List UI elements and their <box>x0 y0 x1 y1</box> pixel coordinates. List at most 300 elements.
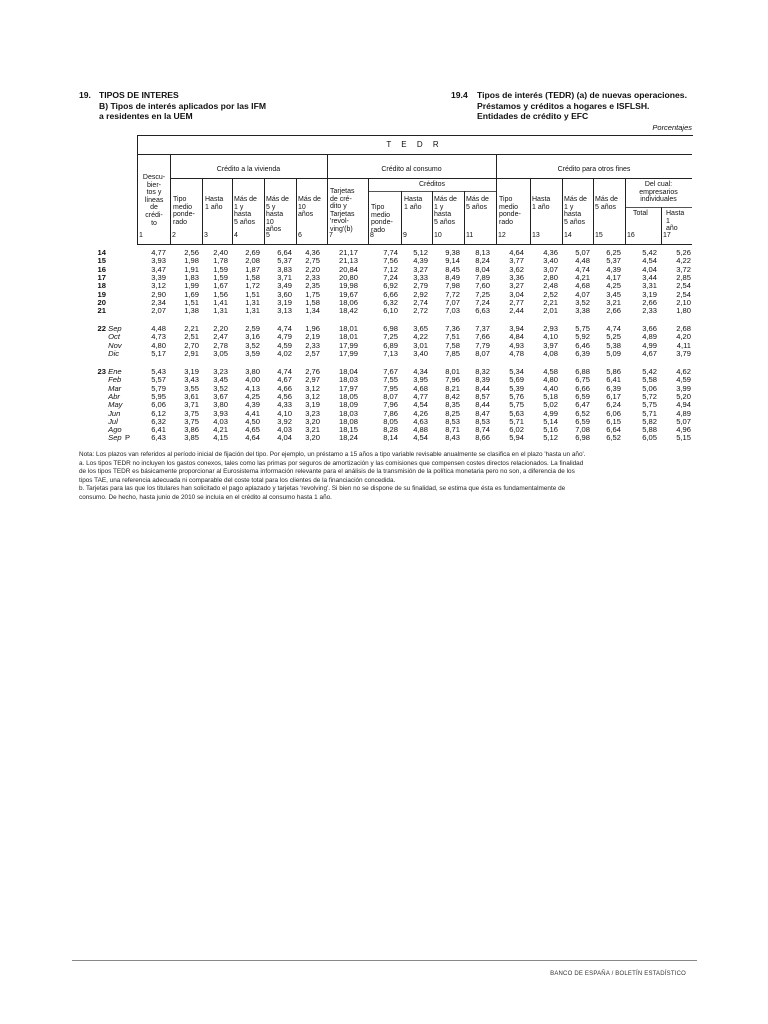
table-cell: 6,32 <box>383 297 398 307</box>
table-cell: 3,49 <box>277 281 292 291</box>
table-cell: 1,72 <box>245 281 260 291</box>
table-cell: 2,72 <box>413 306 428 316</box>
table-cell: 2,47 <box>213 332 228 342</box>
table-cell: 1,67 <box>213 281 228 291</box>
table-cell: 3,19 <box>184 367 199 376</box>
table-cell: 3,72 <box>676 264 691 274</box>
col-divider <box>432 191 433 244</box>
table-cell: 7,72 <box>445 289 460 299</box>
table-cell: 18,04 <box>338 367 358 376</box>
table-cell: 8,74 <box>475 425 490 435</box>
table-cell: 8,44 <box>475 400 490 410</box>
tipo-medio-header: Tipo medio ponde- rado <box>371 204 393 234</box>
row-label <box>80 274 135 282</box>
table-cell: 3,80 <box>213 400 228 410</box>
table-cell: 4,03 <box>277 425 292 435</box>
table-cell: 4,08 <box>543 348 558 358</box>
table-cell: 1,78 <box>213 256 228 266</box>
table-cell: 4,15 <box>213 433 228 443</box>
table-cell: 3,05 <box>213 348 228 358</box>
table-cell: 7,07 <box>445 297 460 307</box>
table-cell: 4,99 <box>543 408 558 418</box>
table-cell: 4,94 <box>676 400 691 410</box>
table-cell: 6,39 <box>606 383 621 393</box>
table-cell: 4,79 <box>277 332 292 342</box>
table-cell: 2,19 <box>305 332 320 342</box>
table-cell: 20,80 <box>338 272 358 282</box>
table-cell: 6,39 <box>575 348 590 358</box>
otros-group-header: Crédito para otros fines <box>557 166 631 173</box>
table-cell: 1,96 <box>305 324 320 333</box>
row-label <box>80 282 135 290</box>
table-cell: 3,62 <box>509 264 524 274</box>
table-cell: 8,35 <box>445 400 460 410</box>
mas5-header: Más de 5 años <box>595 196 618 211</box>
table-cell: 4,80 <box>543 375 558 385</box>
column-number: 13 <box>532 232 540 239</box>
row-year: 20 <box>97 297 106 307</box>
total-header: Total <box>633 210 648 217</box>
table-cell: 3,21 <box>305 425 320 435</box>
table-cell: 2,69 <box>245 248 260 257</box>
table-cell: 3,40 <box>413 348 428 358</box>
table-cell: 6,06 <box>606 408 621 418</box>
table-cell: 3,52 <box>575 297 590 307</box>
table-cell: 6,24 <box>606 400 621 410</box>
table-cell: 1,51 <box>184 297 199 307</box>
table-cell: 6,66 <box>575 383 590 393</box>
footer-text: BANCO DE ESPAÑA / BOLETÍN ESTADÍSTICO <box>550 971 686 977</box>
table-cell: 4,78 <box>509 348 524 358</box>
table-cell: 1,41 <box>213 297 228 307</box>
table-cell: 4,39 <box>245 400 260 410</box>
table-cell: 4,33 <box>277 400 292 410</box>
table-cell: 1,51 <box>245 289 260 299</box>
column-number: 10 <box>434 232 442 239</box>
table-cell: 5,16 <box>543 425 558 435</box>
table-cell: 4,58 <box>543 367 558 376</box>
table-cell: 2,54 <box>676 281 691 291</box>
table-cell: 6,41 <box>606 375 621 385</box>
table-cell: 8,71 <box>445 425 460 435</box>
table-cell: 2,68 <box>676 324 691 333</box>
table-cell: 3,43 <box>184 375 199 385</box>
table-cell: 5,38 <box>606 340 621 350</box>
table-cell: 4,13 <box>245 383 260 393</box>
table-cell: 3,61 <box>184 391 199 401</box>
note-line: tipos TAE, una referencia adecuada ni comparable del coste total para los clientes de la financiación concedida. <box>79 476 396 484</box>
table-cell: 2,20 <box>213 324 228 333</box>
table-cell: 2,01 <box>543 306 558 316</box>
table-cell: 6,43 <box>151 433 166 443</box>
mas5-header: Más de 5 años <box>466 196 489 211</box>
table-cell: 2,54 <box>676 289 691 299</box>
table-cell: 7,08 <box>575 425 590 435</box>
table-cell: 7,03 <box>445 306 460 316</box>
table-cell: 6,05 <box>642 433 657 443</box>
table-cell: 4,65 <box>245 425 260 435</box>
table-cell: 8,04 <box>475 264 490 274</box>
table-cell: 3,99 <box>676 383 691 393</box>
table-cell: 8,45 <box>445 264 460 274</box>
table-cell: 1,38 <box>184 306 199 316</box>
table-header <box>451 90 687 122</box>
row-year: 18 <box>97 281 106 291</box>
table-cell: 1,75 <box>305 289 320 299</box>
table-cell: 4,17 <box>606 272 621 282</box>
table-cell: 4,48 <box>575 256 590 266</box>
table-cell: 4,25 <box>245 391 260 401</box>
col-divider <box>202 178 203 244</box>
table-cell: 2,80 <box>543 272 558 282</box>
hasta1-header: Hasta 1 año <box>205 196 224 211</box>
table-cell: 6,88 <box>575 367 590 376</box>
table-cell: 3,92 <box>277 416 292 426</box>
table-cell: 2,66 <box>606 306 621 316</box>
table-cell: 8,66 <box>475 433 490 443</box>
table-cell: 4,22 <box>413 332 428 342</box>
table-cell: 18,01 <box>338 324 358 333</box>
units-label: Porcentajes <box>652 123 692 132</box>
table-cell: 4,96 <box>676 425 691 435</box>
table-cell: 6,17 <box>606 391 621 401</box>
row-month: Nov <box>108 340 122 350</box>
row-label <box>80 249 135 257</box>
table-cell: 8,53 <box>445 416 460 426</box>
table-cell: 18,42 <box>338 306 358 316</box>
column-number: 2 <box>172 232 176 239</box>
table-cell: 5,37 <box>606 256 621 266</box>
table-cell: 3,19 <box>642 289 657 299</box>
table-cell: 1,34 <box>305 306 320 316</box>
table-cell: 3,93 <box>213 408 228 418</box>
table-cell: 4,54 <box>642 256 657 266</box>
table-cell: 7,96 <box>383 400 398 410</box>
table-cell: 3,97 <box>543 340 558 350</box>
column-number: 11 <box>466 232 474 239</box>
table-cell: 5,26 <box>676 248 691 257</box>
mas1-5-header: Más de 1 y hasta 5 años <box>234 196 257 226</box>
table-cell: 2,93 <box>543 324 558 333</box>
table-cell: 3,67 <box>213 391 228 401</box>
table-cell: 18,24 <box>338 433 358 443</box>
table-cell: 4,41 <box>245 408 260 418</box>
table-cell: 5,69 <box>509 375 524 385</box>
table-cell: 5,25 <box>606 332 621 342</box>
table-cell: 7,95 <box>383 383 398 393</box>
tedr-label: T E D R <box>386 140 443 149</box>
table-cell: 18,05 <box>338 391 358 401</box>
table-cell: 4,02 <box>277 348 292 358</box>
row-month: Ene <box>108 367 122 376</box>
table-cell: 1,31 <box>245 297 260 307</box>
table-cell: 4,21 <box>575 272 590 282</box>
table-cell: 7,98 <box>445 281 460 291</box>
table-cell: 3,65 <box>413 324 428 333</box>
row-label <box>80 299 135 307</box>
table-cell: 2,51 <box>184 332 199 342</box>
column-number: 17 <box>663 232 671 239</box>
table-cell: 5,07 <box>575 248 590 257</box>
table-cell: 2,48 <box>543 281 558 291</box>
footnotes <box>79 451 699 503</box>
table-cell: 7,51 <box>445 332 460 342</box>
table-cell: 3,77 <box>509 256 524 266</box>
table-cell: 4,11 <box>676 340 691 350</box>
table-cell: 4,22 <box>676 256 691 266</box>
column-number: 16 <box>627 232 635 239</box>
table-cell: 3,95 <box>413 375 428 385</box>
hasta1-header: Hasta 1 año <box>532 196 551 211</box>
vivienda-group-header: Crédito a la vivienda <box>216 166 281 173</box>
col-divider <box>401 191 402 244</box>
table-cell: 1,58 <box>305 297 320 307</box>
table-cell: 4,50 <box>245 416 260 426</box>
table-cell: 2,20 <box>305 264 320 274</box>
section-title: TIPOS DE INTERES <box>99 90 179 100</box>
table-cell: 5,42 <box>642 367 657 376</box>
row-month: Jul <box>108 416 118 426</box>
table-cell: 5,39 <box>509 383 524 393</box>
table-cell: 4,10 <box>543 332 558 342</box>
table-cell: 2,07 <box>151 306 166 316</box>
col-divider <box>264 178 265 244</box>
table-cell: 5,09 <box>606 348 621 358</box>
table-cell: 5,12 <box>543 433 558 443</box>
table-cell: 5,95 <box>151 391 166 401</box>
table-cell: 5,06 <box>642 383 657 393</box>
mas1-5-header: Más de 1 y hasta 5 años <box>564 196 587 226</box>
table-title-3: Entidades de crédito y EFC <box>477 111 589 121</box>
table-cell: 6,47 <box>575 400 590 410</box>
table-cell: 3,45 <box>213 375 228 385</box>
row-month: Feb <box>108 375 122 385</box>
table-cell: 8,13 <box>475 248 490 257</box>
table-cell: 3,23 <box>213 367 228 376</box>
row-label <box>80 291 135 299</box>
table-cell: 7,55 <box>383 375 398 385</box>
table-cell: 5,79 <box>151 383 166 393</box>
table-cell: 4,34 <box>413 367 428 376</box>
table-cell: 7,24 <box>383 272 398 282</box>
table-cell: 3,01 <box>413 340 428 350</box>
table-cell: 6,92 <box>383 281 398 291</box>
table-cell: 4,54 <box>413 400 428 410</box>
table-cell: 7,58 <box>445 340 460 350</box>
section-number: 19. <box>79 90 91 100</box>
table-cell: 7,24 <box>475 297 490 307</box>
table-cell: 3,71 <box>184 400 199 410</box>
column-number: 3 <box>204 232 208 239</box>
table-cell: 1,56 <box>213 289 228 299</box>
table-cell: 17,99 <box>338 348 358 358</box>
table-cell: 5,37 <box>277 256 292 266</box>
table-cell: 7,13 <box>383 348 398 358</box>
table-cell: 7,74 <box>383 248 398 257</box>
table-cell: 2,91 <box>184 348 199 358</box>
col-divider <box>530 178 531 244</box>
table-cell: 4,89 <box>642 332 657 342</box>
table-cell: 4,07 <box>575 289 590 299</box>
table-cell: 3,83 <box>277 264 292 274</box>
row-year: 17 <box>97 272 106 282</box>
table-cell: 3,13 <box>277 306 292 316</box>
table-cell: 8,44 <box>475 383 490 393</box>
delcual-header: Del cual: empresarios individuales <box>639 181 678 204</box>
table-cell: 8,07 <box>475 348 490 358</box>
table-cell: 2,85 <box>676 272 691 282</box>
table-cell: 3,80 <box>245 367 260 376</box>
col-divider <box>232 178 233 244</box>
table-cell: 6,98 <box>575 433 590 443</box>
table-cell: 4,59 <box>277 340 292 350</box>
table-cell: 4,62 <box>676 367 691 376</box>
table-cell: 7,12 <box>383 264 398 274</box>
table-cell: 7,36 <box>445 324 460 333</box>
table-cell: 3,85 <box>184 433 199 443</box>
column-number: 15 <box>595 232 603 239</box>
header-bottom-rule <box>137 244 692 245</box>
table-cell: 6,10 <box>383 306 398 316</box>
table-cell: 4,20 <box>676 332 691 342</box>
table-cell: 17,99 <box>338 340 358 350</box>
table-cell: 4,80 <box>151 340 166 350</box>
table-cell: 2,78 <box>213 340 228 350</box>
table-cell: 4,68 <box>413 383 428 393</box>
table-cell: 3,12 <box>151 281 166 291</box>
tipo-medio-header: Tipo medio ponde- rado <box>499 196 521 226</box>
table-cell: 2,79 <box>413 281 428 291</box>
table-cell: 5,82 <box>642 416 657 426</box>
table-cell: 4,89 <box>676 408 691 418</box>
table-cell: 7,25 <box>383 332 398 342</box>
row-year: 14 <box>97 248 106 257</box>
table-cell: 5,34 <box>509 367 524 376</box>
table-cell: 7,60 <box>475 281 490 291</box>
table-cell: 7,89 <box>475 272 490 282</box>
table-cell: 6,63 <box>475 306 490 316</box>
table-cell: 3,66 <box>642 324 657 333</box>
table-cell: 4,64 <box>245 433 260 443</box>
table-cell: 4,04 <box>642 264 657 274</box>
table-cell: 6,75 <box>575 375 590 385</box>
column-number: 9 <box>403 232 407 239</box>
table-cell: 2,34 <box>151 297 166 307</box>
table-cell: 4,36 <box>305 248 320 257</box>
table-cell: 8,57 <box>475 391 490 401</box>
table-cell: 1,91 <box>184 264 199 274</box>
table-cell: 4,74 <box>277 367 292 376</box>
table-cell: 2,52 <box>543 289 558 299</box>
table-cell: 20,84 <box>338 264 358 274</box>
table-cell: 4,77 <box>151 248 166 257</box>
table-cell: 9,14 <box>445 256 460 266</box>
table-cell: 3,31 <box>642 281 657 291</box>
table-cell: 5,43 <box>151 367 166 376</box>
table-cell: 3,21 <box>606 297 621 307</box>
table-cell: 6,52 <box>606 433 621 443</box>
col-divider <box>296 178 297 244</box>
table-cell: 5,02 <box>543 400 558 410</box>
table-cell: 3,19 <box>305 400 320 410</box>
table-cell: 4,67 <box>277 375 292 385</box>
table-cell: 4,04 <box>277 433 292 443</box>
table-cell: 3,94 <box>509 324 524 333</box>
table-cell: 8,07 <box>383 391 398 401</box>
table-cell: 5,14 <box>543 416 558 426</box>
table-cell: 4,63 <box>413 416 428 426</box>
table-cell: 4,36 <box>543 248 558 257</box>
table-cell: 18,03 <box>338 375 358 385</box>
table-cell: 3,44 <box>642 272 657 282</box>
table-cell: 1,80 <box>676 306 691 316</box>
table-cell: 1,59 <box>213 272 228 282</box>
row-year: 22 <box>97 324 106 333</box>
table-cell: 4,03 <box>213 416 228 426</box>
table-cell: 4,68 <box>575 281 590 291</box>
table-cell: 8,28 <box>383 425 398 435</box>
table-cell: 3,79 <box>676 348 691 358</box>
table-cell: 4,48 <box>151 324 166 333</box>
table-header-frame <box>137 135 693 245</box>
col-divider <box>562 178 563 244</box>
table-cell: 4,10 <box>277 408 292 418</box>
provisional-flag: P <box>125 433 131 443</box>
table-cell: 7,86 <box>383 408 398 418</box>
table-cell: 8,53 <box>475 416 490 426</box>
table-cell: 3,75 <box>184 416 199 426</box>
table-cell: 7,56 <box>383 256 398 266</box>
table-cell: 3,59 <box>245 348 260 358</box>
row-month: Dic <box>108 348 120 358</box>
table-cell: 8,43 <box>445 433 460 443</box>
table-cell: 4,59 <box>676 375 691 385</box>
table-cell: 3,16 <box>245 332 260 342</box>
table-cell: 5,75 <box>509 400 524 410</box>
mas10-header: Más de 10 años <box>298 196 321 219</box>
table-cell: 6,02 <box>509 425 524 435</box>
row-label <box>80 434 135 442</box>
table-cell: 2,59 <box>245 324 260 333</box>
table-cell: 6,06 <box>151 400 166 410</box>
table-cell: 8,14 <box>383 433 398 443</box>
table-cell: 4,74 <box>606 324 621 333</box>
mas1-5-header: Más de 1 y hasta 5 años <box>434 196 457 226</box>
header-rule <box>137 154 692 155</box>
table-cell: 8,25 <box>445 408 460 418</box>
table-cell: 6,59 <box>575 391 590 401</box>
table-cell: 3,52 <box>213 383 228 393</box>
table-cell: 7,67 <box>383 367 398 376</box>
row-label <box>80 257 135 265</box>
table-cell: 1,59 <box>213 264 228 274</box>
table-cell: 3,12 <box>305 391 320 401</box>
table-cell: 2,21 <box>184 324 199 333</box>
column-number: 4 <box>234 232 238 239</box>
table-cell: 2,77 <box>509 297 524 307</box>
table-cell: 4,74 <box>277 324 292 333</box>
table-cell: 4,54 <box>413 433 428 443</box>
table-cell: 1,98 <box>184 256 199 266</box>
table-cell: 3,38 <box>575 306 590 316</box>
note-line: b. Tarjetas para las que los titulares han solicitado el pago aplazado y tarjetas 'revolving'. Si bien no se dispone de su finalidad, se estima que ésta es fundamentalmente de <box>79 485 566 493</box>
table-cell: 3,19 <box>277 297 292 307</box>
table-cell: 3,07 <box>543 264 558 274</box>
table-cell: 8,47 <box>475 408 490 418</box>
row-label <box>80 307 135 315</box>
table-cell: 3,71 <box>277 272 292 282</box>
table-cell: 3,86 <box>184 425 199 435</box>
